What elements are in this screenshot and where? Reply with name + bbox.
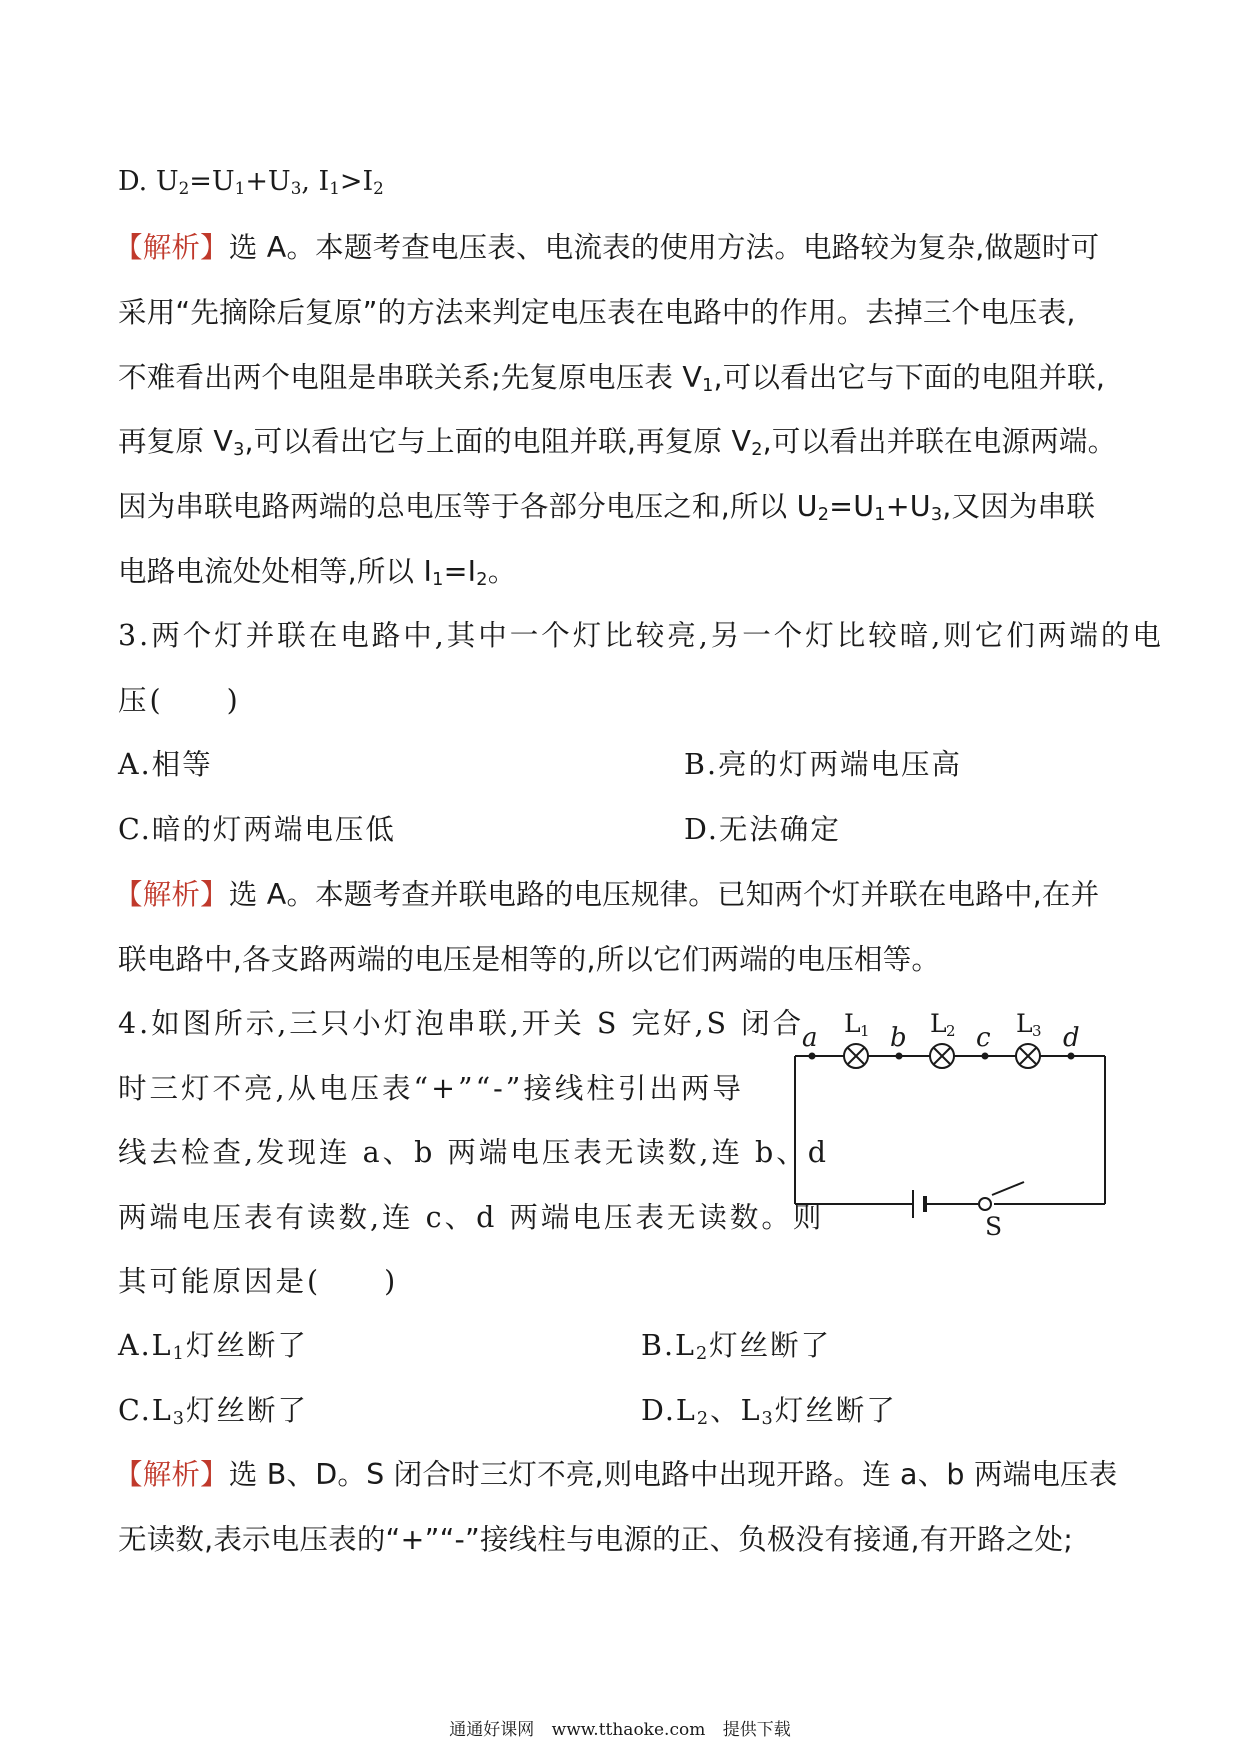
- lamp-l1-letter: L: [844, 1009, 861, 1038]
- node-a-label: a: [802, 1023, 818, 1053]
- question4-option-b: $B.L_2$灯丝断了: [641, 1329, 832, 1364]
- node-b-dot: [896, 1053, 903, 1060]
- analysis2-line5: 因为串联电路两端的总电压等于各部分电压之和,所以 $U_2=U_1+U_3$,又因为串联: [118, 490, 1096, 525]
- analysis2-line3: 不难看出两个电阻是串联关系;先复原电压表 $V_1$,可以看出它与下面的电阻并联,: [118, 361, 1106, 396]
- lamp-l1-sub: 1: [860, 1022, 870, 1040]
- lamp-l3: [1016, 1044, 1040, 1068]
- question4-line2: 时三灯不亮,从电压表“+”“-”接线柱引出两导: [118, 1072, 744, 1105]
- lamp-l1: [844, 1044, 868, 1068]
- analysis3-line2: 联电路中,各支路两端的电压是相等的,所以它们两端的电压相等。: [118, 943, 941, 976]
- analysis4-line1: 【解析】选 B、D。S 闭合时三灯不亮,则电路中出现开路。连 a、b 两端电压表: [114, 1458, 1118, 1491]
- analysis2-line1: 【解析】选 A。本题考查电压表、电流表的使用方法。电路较为复杂,做题时可: [114, 231, 1100, 264]
- analysis2-line6: 电路电流处处相等,所以 $I_1=I_2$。: [118, 555, 517, 590]
- analysis-tag: 【解析】: [114, 878, 229, 911]
- node-c-label: c: [976, 1023, 991, 1053]
- question3-line2: 压( ): [118, 684, 241, 717]
- node-d-dot: [1068, 1053, 1075, 1060]
- analysis4-line2: 无读数,表示电压表的“+”“-”接线柱与电源的正、负极没有接通,有开路之处;: [118, 1523, 1074, 1556]
- question3-option-c: C.暗的灯两端电压低: [118, 813, 396, 846]
- node-a-dot: [809, 1053, 816, 1060]
- switch-blade: [992, 1182, 1024, 1195]
- node-b-label: b: [890, 1023, 907, 1053]
- lamp-l2-letter: L: [930, 1009, 947, 1038]
- analysis-tag: 【解析】: [114, 1458, 229, 1491]
- analysis2-line2: 采用“先摘除后复原”的方法来判定电压表在电路中的作用。去掉三个电压表,: [118, 296, 1076, 329]
- question4-line1: 4.如图所示,三只小灯泡串联,开关 S 完好,S 闭合: [118, 1007, 805, 1040]
- question3-line1: 3.两个灯并联在电路中,其中一个灯比较亮,另一个灯比较暗,则它们两端的电: [118, 619, 1164, 652]
- analysis-tag: 【解析】: [114, 231, 229, 264]
- question3-option-b: B.亮的灯两端电压高: [684, 748, 963, 781]
- switch-label: S: [985, 1212, 1003, 1241]
- node-d-label: d: [1063, 1023, 1080, 1053]
- switch-pivot: [979, 1198, 991, 1210]
- page-footer: [0, 1718, 1240, 1742]
- question4-line3: 线去检查,发现连 a、b 两端电压表无读数,连 b、d: [118, 1136, 830, 1169]
- footer-url[interactable]: www.tthaoke.com: [551, 1720, 706, 1740]
- question4-option-c: $C.L_3$灯丝断了: [118, 1394, 309, 1429]
- footer-action: 提供下载: [722, 1720, 791, 1740]
- lamp-l2: [930, 1044, 954, 1068]
- footer-site-name: 通通好课网: [449, 1720, 535, 1740]
- analysis3-line1: 【解析】选 A。本题考查并联电路的电压规律。已知两个灯并联在电路中,在并: [114, 878, 1100, 911]
- question4-line5: 其可能原因是( ): [118, 1265, 399, 1298]
- circuit-diagram: [780, 1002, 1120, 1242]
- lamp-l2-sub: 2: [946, 1022, 956, 1040]
- analysis2-line4: 再复原 $V_3$,可以看出它与上面的电阻并联,再复原 $V_2$,可以看出并联在电源两端。: [118, 425, 1117, 460]
- question3-option-a: A.相等: [118, 748, 213, 781]
- node-c-dot: [982, 1053, 989, 1060]
- lamp-l3-sub: 3: [1032, 1022, 1042, 1040]
- question3-option-d: D.无法确定: [684, 813, 841, 846]
- lamp-l3-letter: L: [1016, 1009, 1033, 1038]
- question4-option-d: $D.L_2$、$L_3$灯丝断了: [641, 1394, 897, 1429]
- question4-line4: 两端电压表有读数,连 c、d 两端电压表无读数。则: [118, 1201, 825, 1234]
- prev-option-d: D. $U_2=U_1+U_3$, $I_1>I_2$: [118, 166, 384, 198]
- question4-option-a: $A.L_1$灯丝断了: [118, 1329, 308, 1364]
